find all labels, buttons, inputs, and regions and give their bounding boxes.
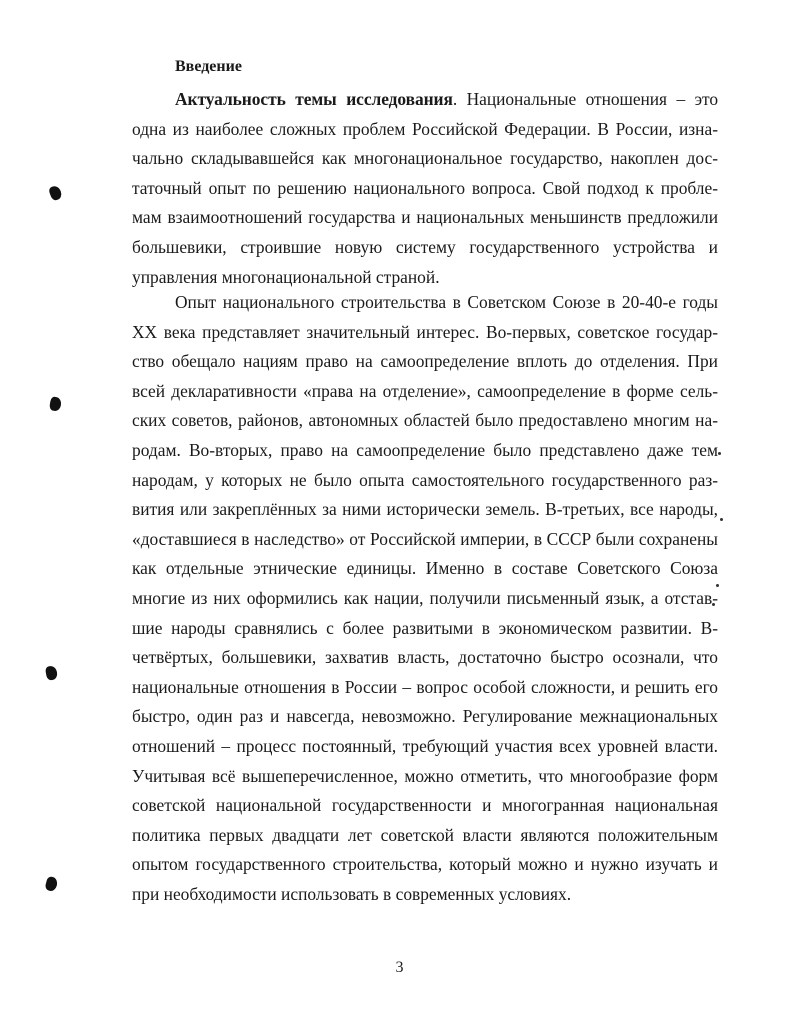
binding-hole-mark: [44, 876, 58, 892]
paragraph-line: Опыт национального строительства в Советском Союзе в 20-40-е годы: [175, 292, 718, 312]
paragraph-line: чально складывавшейся как многонациональное государство, накоплен дос-: [132, 148, 718, 169]
paragraph-line: быстро, один раз и навсегда, невозможно. Регулирование межнациональных: [132, 706, 718, 727]
paragraph-line-text: . Национальные отношения – это: [452, 89, 718, 109]
paragraph-line: многие из них оформились как нации, получили письменный язык, а отстав-: [132, 587, 718, 608]
section-heading: Введение: [175, 58, 242, 75]
paragraph-experience: [132, 288, 718, 909]
paragraph-line: при необходимости использовать в современных условиях.: [132, 883, 572, 904]
paragraph-line: XX века представляет значительный интерес. Во-первых, советское государ-: [132, 321, 718, 342]
paragraph-line: большевики, строившие новую систему государственного устройства и: [132, 236, 718, 257]
scan-speck: [720, 518, 723, 521]
paragraph-line: шие народы сравнялись с более развитыми в экономическом развитии. В-: [132, 617, 718, 638]
paragraph-line: как отдельные этнические единицы. Именно в составе Советского Союза: [132, 558, 718, 579]
paragraph-line: таточный опыт по решению национального вопроса. Свой подход к пробле-: [132, 177, 718, 198]
paragraph-line: политика первых двадцати лет советской власти являются положительным: [132, 824, 718, 845]
paragraph-line: Учитывая всё вышеперечисленное, можно отметить, что многообразие форм: [132, 765, 718, 786]
paragraph-line: «доставшиеся в наследство» от Российской империи, в СССР были сохранены: [132, 528, 718, 549]
paragraph-line: ских советов, районов, автономных областей было предоставлено многим на-: [132, 410, 718, 431]
paragraph-line: опытом государственного строительства, который можно и нужно изучать и: [132, 854, 718, 875]
binding-hole-mark: [45, 665, 58, 681]
paragraph-line: четвёртых, большевики, захватив власть, достаточно быстро осознали, что: [132, 647, 718, 668]
paragraph-line: всей декларативности «права на отделение», самоопределение в форме сель-: [132, 380, 718, 401]
relevance-lead: Актуальность темы исследования: [175, 89, 453, 109]
paragraph-line: народам, у которых не было опыта самостоятельного государственного раз-: [132, 469, 718, 490]
paragraph-relevance: [132, 85, 718, 292]
paragraph-line: национальные отношения в России – вопрос особой сложности, и решить его: [132, 676, 718, 697]
page-number: 3: [395, 959, 404, 976]
paragraph-line: [132, 85, 718, 115]
paragraph-line: управления многонациональной страной.: [132, 266, 440, 287]
paragraph-line: одна из наиболее сложных проблем Российской Федерации. В России, изна-: [132, 118, 718, 139]
paragraph-line: вития или закреплённых за ними исторически земель. В-третьих, все народы,: [132, 499, 718, 520]
scan-speck: [718, 452, 721, 455]
paragraph-line: мам взаимоотношений государства и национальных меньшинств предложили: [132, 207, 718, 228]
paragraph-line: родам. Во-вторых, право на самоопределение было представлено даже тем: [132, 439, 718, 460]
paragraph-line: ство обещало нациям право на самоопределение вплоть до отделения. При: [132, 351, 718, 372]
paragraph-line: советской национальной государственности и многогранная национальная: [132, 795, 718, 816]
binding-hole-mark: [49, 396, 62, 412]
paragraph-line: отношений – процесс постоянный, требующий участия всех уровней власти.: [132, 735, 718, 756]
binding-hole-mark: [48, 185, 63, 202]
